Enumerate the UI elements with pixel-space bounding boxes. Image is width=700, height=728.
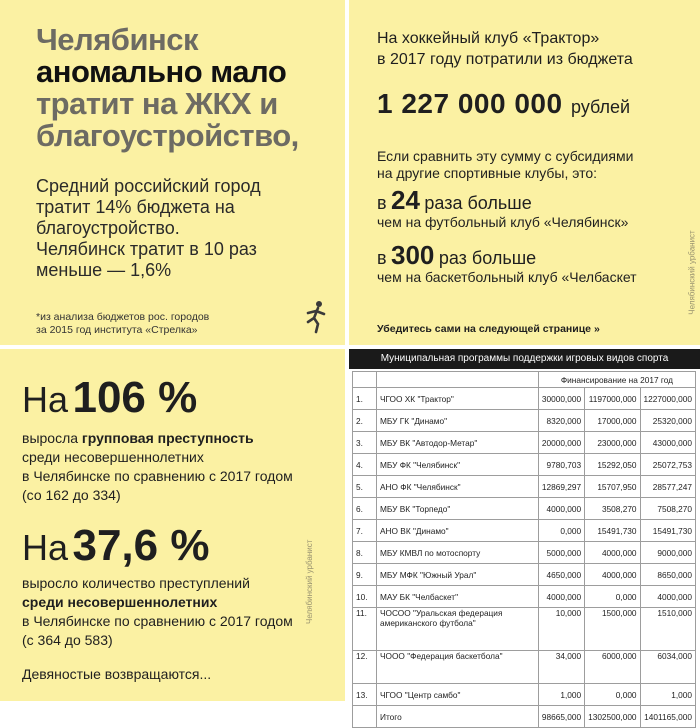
watermark: Челябинский урбанист <box>305 539 314 624</box>
big-sum <box>377 88 630 120</box>
ratio-football-pre: в <box>377 193 387 213</box>
stat-2-text <box>22 574 293 650</box>
ratio-basketball-pre: в <box>377 248 387 268</box>
value-col-2: 6000,000 <box>585 651 640 684</box>
panel-tractor-budget <box>349 0 700 345</box>
watermark: Челябинский урбанист <box>687 230 697 315</box>
org-name: ЧГОО ХК "Трактор" <box>377 388 539 410</box>
value-col-1: 9780,703 <box>538 454 584 476</box>
value-col-2: 0,000 <box>585 684 640 706</box>
stat-1-line-2: среди несовершеннолетних <box>22 449 204 465</box>
table-row <box>353 564 696 586</box>
value-total: 1227000,000 <box>640 388 695 410</box>
ratio-football-post: раза больше <box>424 193 532 213</box>
stat-2-line-3: в Челябинске по сравнению с 2017 годом <box>22 613 293 629</box>
value-col-2: 17000,000 <box>585 410 640 432</box>
panel-crime-stats <box>0 349 345 701</box>
value-col-1: 4000,000 <box>538 586 584 608</box>
value-col-1: 1,000 <box>538 684 584 706</box>
org-name: ЧОСОО "Уральская федерация американского футбола" <box>377 608 539 651</box>
value-col-2: 3508,270 <box>585 498 640 520</box>
value-total: 1,000 <box>640 684 695 706</box>
value-col-2: 15491,730 <box>585 520 640 542</box>
org-name: Итого <box>377 706 539 728</box>
ratio-basketball <box>377 240 536 271</box>
value-total: 8650,000 <box>640 564 695 586</box>
value-col-1: 0,000 <box>538 520 584 542</box>
value-col-1: 20000,000 <box>538 432 584 454</box>
org-name: МБУ ВК "Торпедо" <box>377 498 539 520</box>
value-col-1: 98665,000 <box>538 706 584 728</box>
runner-icon <box>302 300 330 334</box>
value-col-2: 1197000,000 <box>585 388 640 410</box>
headline <box>36 24 299 152</box>
table-row <box>353 498 696 520</box>
body-line-5: меньше — 1,6% <box>36 260 172 280</box>
stat-2-line-1: выросло количество преступлений <box>22 575 250 591</box>
stat-juvenile-crime <box>22 521 209 571</box>
value-total: 7508,270 <box>640 498 695 520</box>
compare-text <box>377 148 633 182</box>
value-col-2: 23000,000 <box>585 432 640 454</box>
row-index: 3. <box>353 432 377 454</box>
table-row <box>353 432 696 454</box>
stat-2-number: 37,6 % <box>72 521 210 570</box>
intro-line-2: в 2017 году потратили из бюджета <box>377 51 633 68</box>
headline-line-2: аномально мало <box>36 54 287 89</box>
closing-line: Девяностые возвращаются... <box>22 666 212 682</box>
body-line-1: Средний российский город <box>36 176 261 196</box>
footnote <box>36 311 209 337</box>
org-name: ЧООО "Федерация баскетбола" <box>377 651 539 684</box>
stat-1-pre: На <box>22 379 69 420</box>
value-col-1: 5000,000 <box>538 542 584 564</box>
next-page-link[interactable]: Убедитесь сами на следующей странице » <box>377 323 600 335</box>
value-total: 25072,753 <box>640 454 695 476</box>
table-title: Муниципальная программы поддержки игровых видов спорта <box>349 349 700 369</box>
value-total: 9000,000 <box>640 542 695 564</box>
row-index: 1. <box>353 388 377 410</box>
table-header-row <box>353 372 696 388</box>
ratio-basketball-number: 300 <box>391 240 435 270</box>
value-total: 15491,730 <box>640 520 695 542</box>
table-row <box>353 476 696 498</box>
intro-text <box>377 28 633 70</box>
stat-2-pre: На <box>22 527 69 568</box>
value-col-2: 0,000 <box>585 586 640 608</box>
value-total: 43000,000 <box>640 432 695 454</box>
value-col-2: 4000,000 <box>585 564 640 586</box>
org-name: МБУ МФК "Южный Урал" <box>377 564 539 586</box>
stat-2-line-4: (с 364 до 583) <box>22 632 113 648</box>
table-row <box>353 410 696 432</box>
value-col-1: 12869,297 <box>538 476 584 498</box>
ratio-basketball-post: раз больше <box>438 248 537 268</box>
org-name: МБУ ВК "Автодор-Метар" <box>377 432 539 454</box>
headline-line-3: тратит на ЖКХ и <box>36 86 278 121</box>
org-name: МБУ ФК "Челябинск" <box>377 454 539 476</box>
stat-1-line-3: в Челябинске по сравнению с 2017 годом <box>22 468 293 484</box>
row-index: 7. <box>353 520 377 542</box>
table-row <box>353 586 696 608</box>
org-name: МАУ БК "Челбаскет" <box>377 586 539 608</box>
value-col-2: 15292,050 <box>585 454 640 476</box>
ratio-basketball-sub: чем на баскетбольный клуб «Челбаскет <box>377 269 637 285</box>
table-row <box>353 706 696 728</box>
headline-line-4: благоустройство, <box>36 118 299 153</box>
ratio-football <box>377 185 532 216</box>
value-total: 6034,000 <box>640 651 695 684</box>
ratio-football-sub: чем на футбольный клуб «Челябинск» <box>377 214 629 230</box>
value-total: 1401165,000 <box>640 706 695 728</box>
footnote-line-1: *из анализа бюджетов рос. городов <box>36 311 210 323</box>
row-index: 6. <box>353 498 377 520</box>
table-row <box>353 454 696 476</box>
funding-table <box>352 371 696 728</box>
body-line-3: благоустройство. <box>36 218 180 238</box>
org-name: АНО ВК "Динамо" <box>377 520 539 542</box>
org-name: АНО ФК "Челябинск" <box>377 476 539 498</box>
stat-1-line-1b: групповая преступность <box>81 430 254 446</box>
table-subhead: Финансирование на 2017 год <box>538 372 695 388</box>
value-col-2: 1500,000 <box>585 608 640 651</box>
panel-funding-table <box>349 349 700 722</box>
value-total: 25320,000 <box>640 410 695 432</box>
org-name: ЧГОО "Центр самбо" <box>377 684 539 706</box>
panel-budget-housing <box>0 0 345 345</box>
org-name: МБУ КМВЛ по мотоспорту <box>377 542 539 564</box>
row-index <box>353 706 377 728</box>
row-index: 2. <box>353 410 377 432</box>
compare-line-2: на другие спортивные клубы, это: <box>377 165 598 181</box>
stat-2-line-2: среди несовершеннолетних <box>22 594 218 610</box>
table-row <box>353 684 696 706</box>
value-col-1: 30000,000 <box>538 388 584 410</box>
row-index: 13. <box>353 684 377 706</box>
compare-line-1: Если сравнить эту сумму с субсидиями <box>377 148 634 164</box>
org-name: МБУ ГК "Динамо" <box>377 410 539 432</box>
stat-1-number: 106 % <box>72 373 198 422</box>
value-col-1: 10,000 <box>538 608 584 651</box>
headline-line-1: Челябинск <box>36 22 198 57</box>
value-col-1: 8320,000 <box>538 410 584 432</box>
value-col-2: 4000,000 <box>585 542 640 564</box>
row-index: 12. <box>353 651 377 684</box>
value-total: 28577,247 <box>640 476 695 498</box>
value-col-1: 4650,000 <box>538 564 584 586</box>
table-row <box>353 542 696 564</box>
intro-line-1: На хоккейный клуб «Трактор» <box>377 30 600 47</box>
stat-group-crime <box>22 373 197 423</box>
stat-1-line-1a: выросла <box>22 430 79 446</box>
table-row <box>353 608 696 651</box>
row-index: 5. <box>353 476 377 498</box>
value-col-1: 4000,000 <box>538 498 584 520</box>
table-row <box>353 520 696 542</box>
row-index: 10. <box>353 586 377 608</box>
table-row <box>353 651 696 684</box>
stat-1-line-4: (со 162 до 334) <box>22 487 121 503</box>
row-index: 11. <box>353 608 377 651</box>
value-col-1: 34,000 <box>538 651 584 684</box>
footnote-line-2: за 2015 год института «Стрелка» <box>36 324 198 336</box>
value-total: 1510,000 <box>640 608 695 651</box>
value-total: 4000,000 <box>640 586 695 608</box>
body-text <box>36 176 326 281</box>
value-col-2: 15707,950 <box>585 476 640 498</box>
table-row <box>353 388 696 410</box>
sum-value: 1 227 000 000 <box>377 88 563 119</box>
body-line-2: тратит 14% бюджета на <box>36 197 235 217</box>
row-index: 8. <box>353 542 377 564</box>
value-col-2: 1302500,000 <box>585 706 640 728</box>
sum-unit: рублей <box>571 97 631 117</box>
row-index: 9. <box>353 564 377 586</box>
ratio-football-number: 24 <box>391 185 420 215</box>
stat-1-text <box>22 429 293 505</box>
row-index: 4. <box>353 454 377 476</box>
body-line-4: Челябинск тратит в 10 раз <box>36 239 257 259</box>
